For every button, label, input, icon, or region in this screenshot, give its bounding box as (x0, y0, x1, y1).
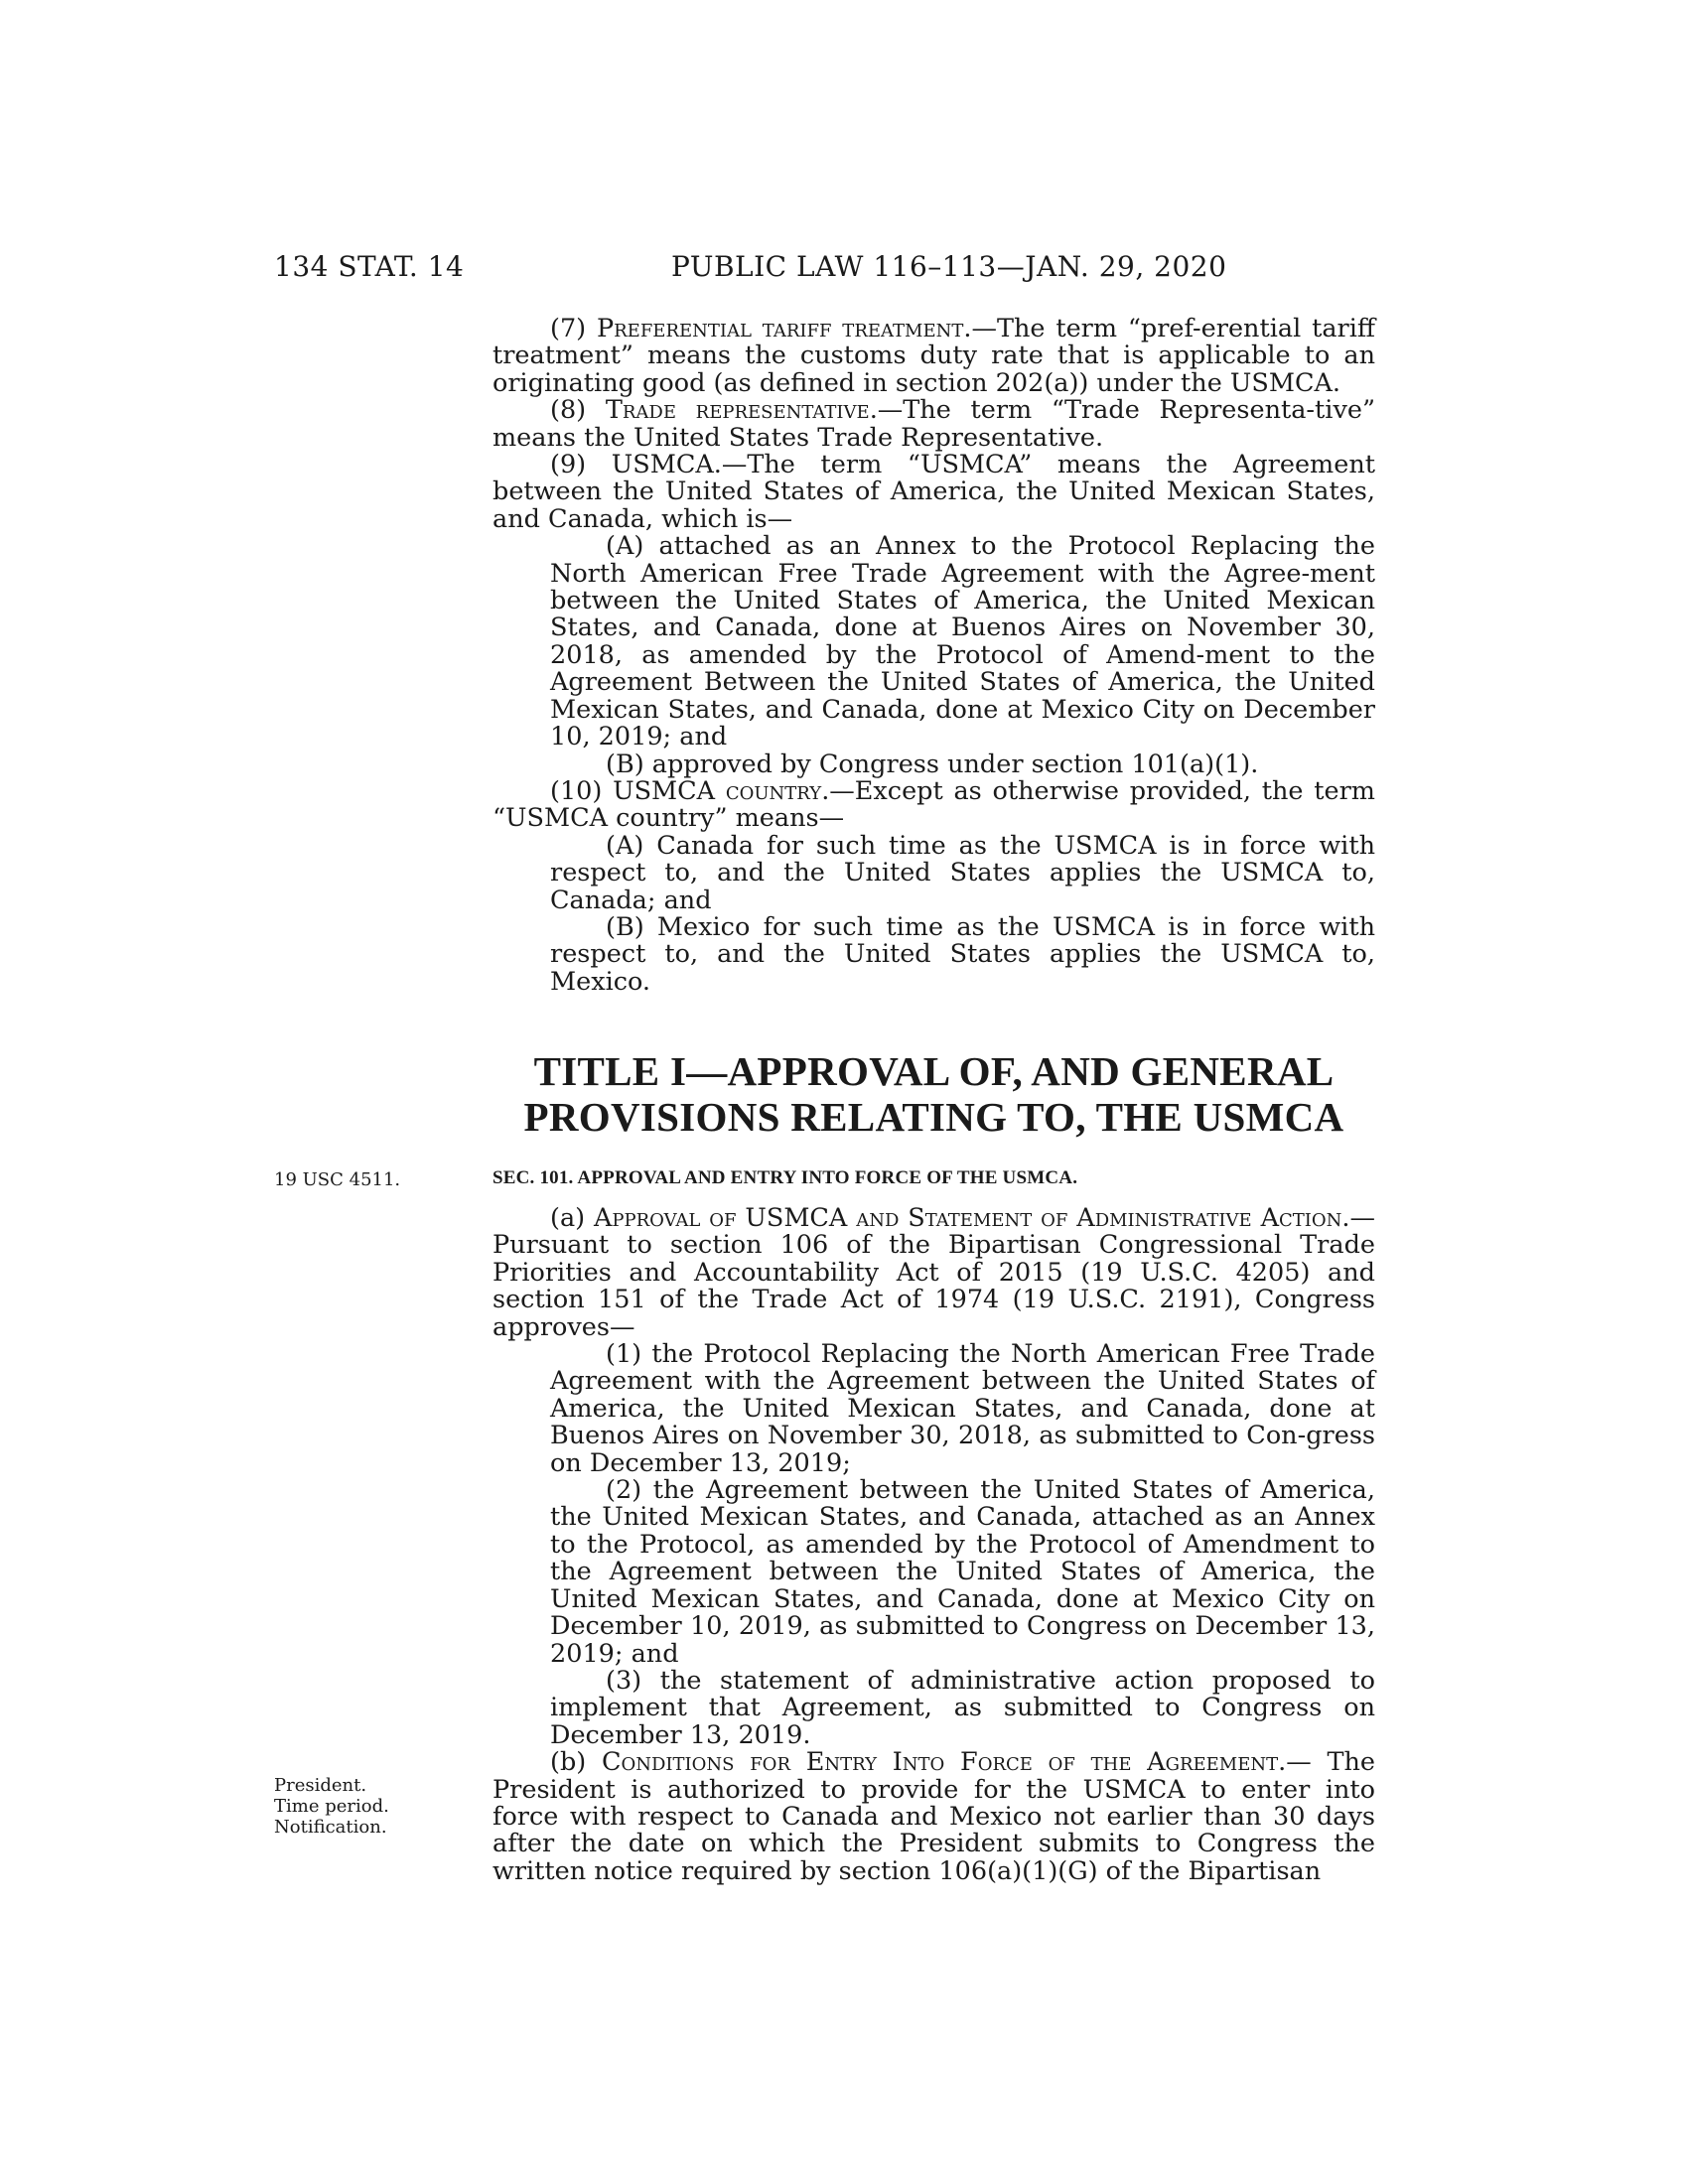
section-heading-row (274, 1167, 1376, 1195)
definition-caption: country (725, 775, 822, 806)
subsection-caption: Approval of USMCA and Statement of Administrative Action (593, 1203, 1342, 1233)
definition-9-a: (A) attached as an Annex to the Protocol Replacing the North American Free Trade Agreement with the Agree-ment between the United States of America, the United Mexican States, and Canada, done at Buenos Aires on November 30, 2018, as amended by the Protocol of Amend-ment to the Agreement Between the United States of America, the United Mexican States, and Canada, done at Mexico City on December 10, 2019; and (550, 531, 1375, 752)
definition-caption: Preferential tariff treatment (596, 314, 964, 343)
margin-notes (274, 1775, 389, 1838)
subsection-text: .—Pursuant to section 106 of the Bipartisan Congressional Trade Priorities and Accountability Act of 2015 (19 U.S.C. 4205) and section 151 of the Trade Act of 1974 (19 U.S.C. 2191), Congress approves— (492, 1203, 1375, 1342)
public-law-heading: PUBLIC LAW 116–113—JAN. 29, 2020 (671, 250, 1227, 283)
margin-citation: 19 USC 4511. (274, 1169, 401, 1190)
page-reference: 134 STAT. 14 (274, 250, 465, 283)
margin-note: Notification. (274, 1817, 387, 1838)
margin-note: Time period. (274, 1796, 389, 1817)
definition-7 (492, 316, 1375, 397)
definition-10-a: (A) Canada for such time as the USMCA is in force with respect to, and the United States applies the USMCA to, Canada; and (550, 830, 1375, 915)
subsection-a (492, 1205, 1375, 1341)
definition-caption: Trade representative (605, 395, 870, 426)
running-header (274, 250, 1376, 290)
definition-9: (9) USMCA.—The term “USMCA” means the Agreement between the United States of America, the United Mexican States, and Canada, which is— (492, 450, 1375, 534)
definition-10-b: (B) Mexico for such time as the USMCA is in force with respect to, and the United States applies the USMCA to, Mexico. (550, 911, 1375, 997)
definition-10 (492, 775, 1375, 834)
definition-text: .—The term “Trade Representa-tive” means the United States Trade Representative. (492, 395, 1375, 453)
subsection-number: (b) (550, 1747, 602, 1778)
title-line-2: PROVISIONS RELATING TO, THE USMCA (523, 1094, 1344, 1140)
subsection-caption: Conditions for Entry Into Force of the Agreement (601, 1747, 1279, 1778)
definition-text: .—Except as otherwise provided, the term “USMCA country” means— (492, 775, 1375, 834)
definitions-block (492, 316, 1375, 996)
subsection-a-item-2: (2) the Agreement between the United States of America, the United Mexican States, and Canada, attached as an Annex to the Protocol, as amended by the Protocol of Amendment to the Agreement between the United States of America, the United Mexican States, and Canada, done at Mexico City on December 10, 2019, as submitted to Congress on December 13, 2019; and (550, 1475, 1375, 1669)
subsection-b (492, 1749, 1375, 1885)
title-heading (492, 1048, 1375, 1140)
subsection-text: .— The President is authorized to provide for the USMCA to enter into force with respect to Canada and Mexico not earlier than 30 days after the date on which the President submits to Congress the written notice required by section 106(a)(1)(G) of the Bipartisan (492, 1747, 1375, 1886)
margin-note: President. (274, 1775, 367, 1796)
title-line-1: TITLE I—APPROVAL OF, AND GENERAL (533, 1048, 1335, 1094)
subsection-a-item-1: (1) the Protocol Replacing the North American Free Trade Agreement with the Agreement between the United States of America, the United Mexican States, and Canada, done at Buenos Aires on November 30, 2018, as submitted to Con-gress on December 13, 2019; (550, 1339, 1375, 1478)
subsection-a-item-3: (3) the statement of administrative action proposed to implement that Agreement, as submitted to Congress on December 13, 2019. (550, 1665, 1375, 1750)
definition-text: .—The term “pref-erential tariff treatment” means the customs duty rate that is applicable to an originating good (as defined in section 202(a)) under the USMCA. (492, 314, 1375, 398)
definition-8 (492, 397, 1375, 452)
section-101-body (492, 1205, 1375, 1885)
definition-number: (10) USMCA (550, 775, 726, 806)
section-heading: SEC. 101. APPROVAL AND ENTRY INTO FORCE OF THE USMCA. (492, 1167, 1078, 1188)
subsection-number: (a) (550, 1203, 594, 1233)
definition-number: (7) (550, 314, 597, 343)
definition-number: (8) (550, 395, 606, 426)
definition-9-b: (B) approved by Congress under section 101(a)(1). (606, 749, 1259, 779)
